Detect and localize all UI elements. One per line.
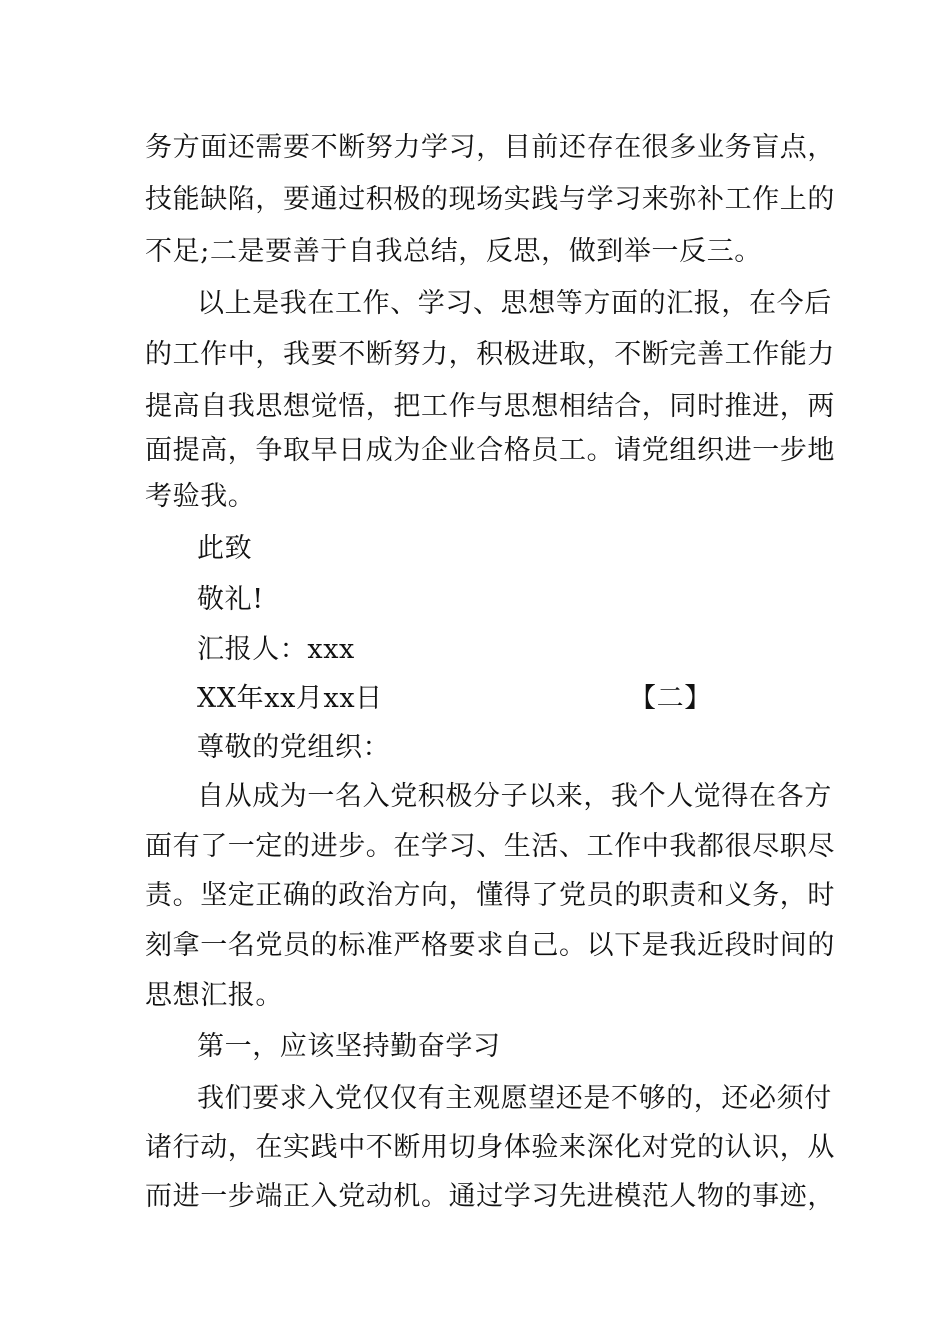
paragraph-line: 务方面还需要不断努力学习，目前还存在很多业务盲点， [145,132,835,163]
paragraph-line: 思想汇报。 [145,980,283,1011]
closing-salutation: 此致 [197,533,253,564]
paragraph-line: 考验我。 [145,481,256,512]
section-heading: 第一，应该坚持勤奋学习 [197,1031,501,1062]
paragraph-line: 的工作中，我要不断努力，积极进取，不断完善工作能力 [145,339,835,370]
paragraph-line: 自从成为一名入党积极分子以来，我个人觉得在各方 [197,781,832,812]
paragraph-line: 责。坚定正确的政治方向，懂得了党员的职责和义务，时 [145,880,835,911]
report-date: XX年xx月xx日 [197,683,383,714]
paragraph-line: 技能缺陷，要通过积极的现场实践与学习来弥补工作上的 [145,184,835,215]
closing-respect: 敬礼! [197,584,264,615]
paragraph-line: 提高自我思想觉悟，把工作与思想相结合，同时推进，两 [145,391,835,422]
paragraph-line: 我们要求入党仅仅有主观愿望还是不够的，还必须付 [197,1083,832,1114]
paragraph-line: 面提高，争取早日成为企业合格员工。请党组织进一步地 [145,435,835,466]
paragraph-line: 不足;二是要善于自我总结，反思，做到举一反三。 [145,236,762,267]
section-marker: 【二】 [629,683,712,714]
paragraph-line: 面有了一定的进步。在学习、生活、工作中我都很尽职尽 [145,831,835,862]
paragraph-line: 而进一步端正入党动机。通过学习先进模范人物的事迹， [145,1181,835,1212]
paragraph-line: 刻拿一名党员的标准严格要求自己。以下是我近段时间的 [145,930,835,961]
greeting: 尊敬的党组织： [197,732,391,763]
paragraph-line: 诸行动，在实践中不断用切身体验来深化对党的认识，从 [145,1132,835,1163]
report-date-line [197,679,877,719]
paragraph-line: 以上是我在工作、学习、思想等方面的汇报，在今后 [197,288,832,319]
reporter-name: 汇报人：xxx [197,634,355,665]
